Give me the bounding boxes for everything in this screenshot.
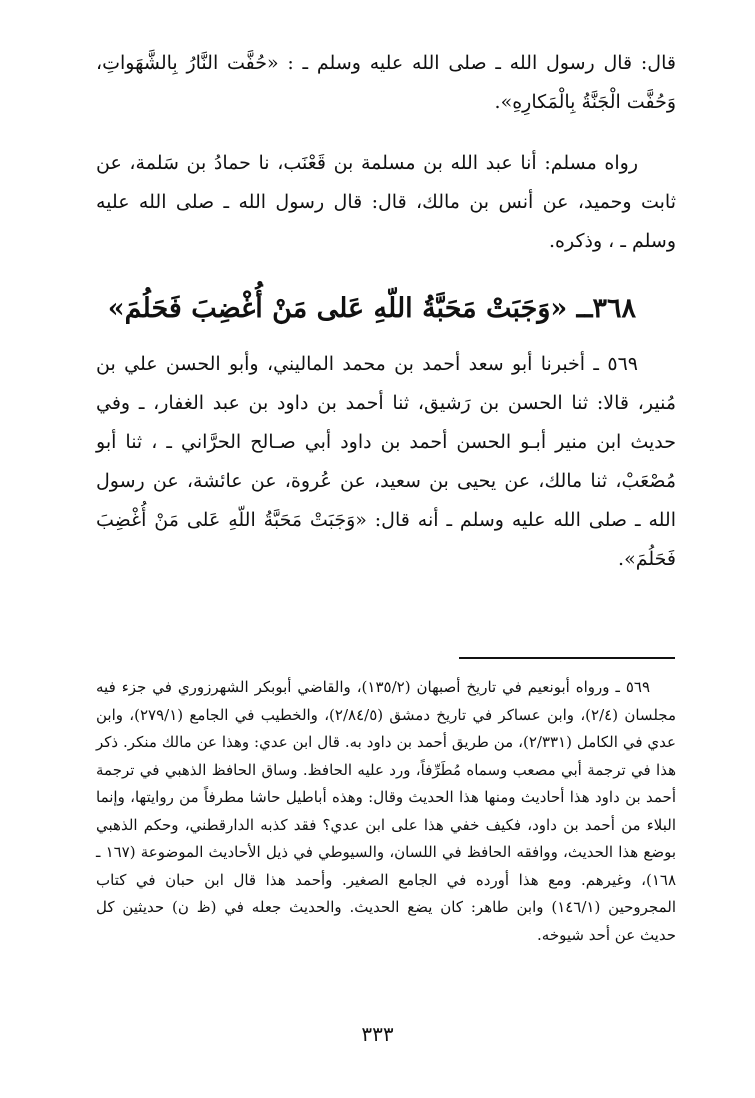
- hadith-paragraph-3: ٥٦٩ ـ أخبرنا أبو سعد أحمد بن محمد الماليني، وأبو الحسن علي بن مُنير، قالا: ثنا الحسن بن رَشيق، ثنا أحمد بن داود بن عبد الغفار، ـ وفي حديث ابن منير أبـو الحسن أحمد بن داود أبي صـالح الحرَّاني ـ ، ثنا أبو مُصْعَبْ، ثنا مالك، عن يحيى بن سعيد، عن عُروة، عن عائشة، عن رسول الله ـ صلى الله عليه وسلم ـ أنه قال: «وَجَبَتْ مَحَبَّةُ اللّهِ عَلى مَنْ أُغْضِبَ فَحَلُمَ».: [96, 353, 676, 570]
- footnote-divider: [459, 657, 675, 659]
- hadith-paragraph-2: رواه مسلم: أنا عبد الله بن مسلمة بن قَعْنَب، نا حمادُ بن سَلمة، عن ثابت وحميد، عن أنس بن مالك، قال: قال رسول الله ـ صلى الله عليه وسلم ـ ، وذكره.: [96, 152, 676, 252]
- main-text-block: [96, 44, 676, 579]
- section-heading: ٣٦٨ــ «وَجَبَتْ مَحَبَّةُ اللّهِ عَلى مَنْ أُغْضِبَ فَحَلُمَ»: [107, 293, 636, 324]
- footnote-text: ٥٦٩ ـ ورواه أبونعيم في تاريخ أصبهان (١٣٥/٢)، والقاضي أبوبكر الشهرزوري في جزء فيه مجلسان (٢/٤)، وابن عساكر في تاريخ دمشق (٢/٨٤/٥)، والخطيب في الجامع (٢٧٩/١)، وابن عدي في الكامل (٢/٣٣١)، من طريق أحمد بن داود به. قال ابن عدي: وهذا عن مالك منكر. ذكر هذا في ترجمة أبي مصعب وسماه مُطَرِّفاً، ورد عليه الحافظ. وساق الحافظ الذهبي في ترجمة أحمد بن داود هذا أحاديث ومنها هذا الحديث وقال: وهذه أباطيل حاشا مطرفاً من روايتها، وإنما البلاء من أحمد بن داود، فكيف خفي هذا على ابن عدي؟ فقد كذبه الدارقطني، وحكم الذهبي بوضع هذا الحديث، ووافقه الحافظ في اللسان، والسيوطي في ذيل الأحاديث الموضوعة (١٦٧ ـ ١٦٨)، وغيرهم. ومع هذا أورده في الجامع الصغير. وأحمد هذا قال ابن حبان في كتاب المجروحين (١٤٦/١) وابن طاهر: كان يضع الحديث. والحديث جعله في (ظ ن) حديثين كل حديث عن أحد شيوخه.: [96, 678, 677, 944]
- hadith-paragraph-1: قال: قال رسول الله ـ صلى الله عليه وسلم ـ : «حُفَّت النَّارُ بِالشَّهَواتِ، وَحُفَّت الْجَنَّةُ بِالْمَكارِهِ».: [96, 52, 676, 113]
- page-number: ٣٣٣: [361, 1022, 394, 1046]
